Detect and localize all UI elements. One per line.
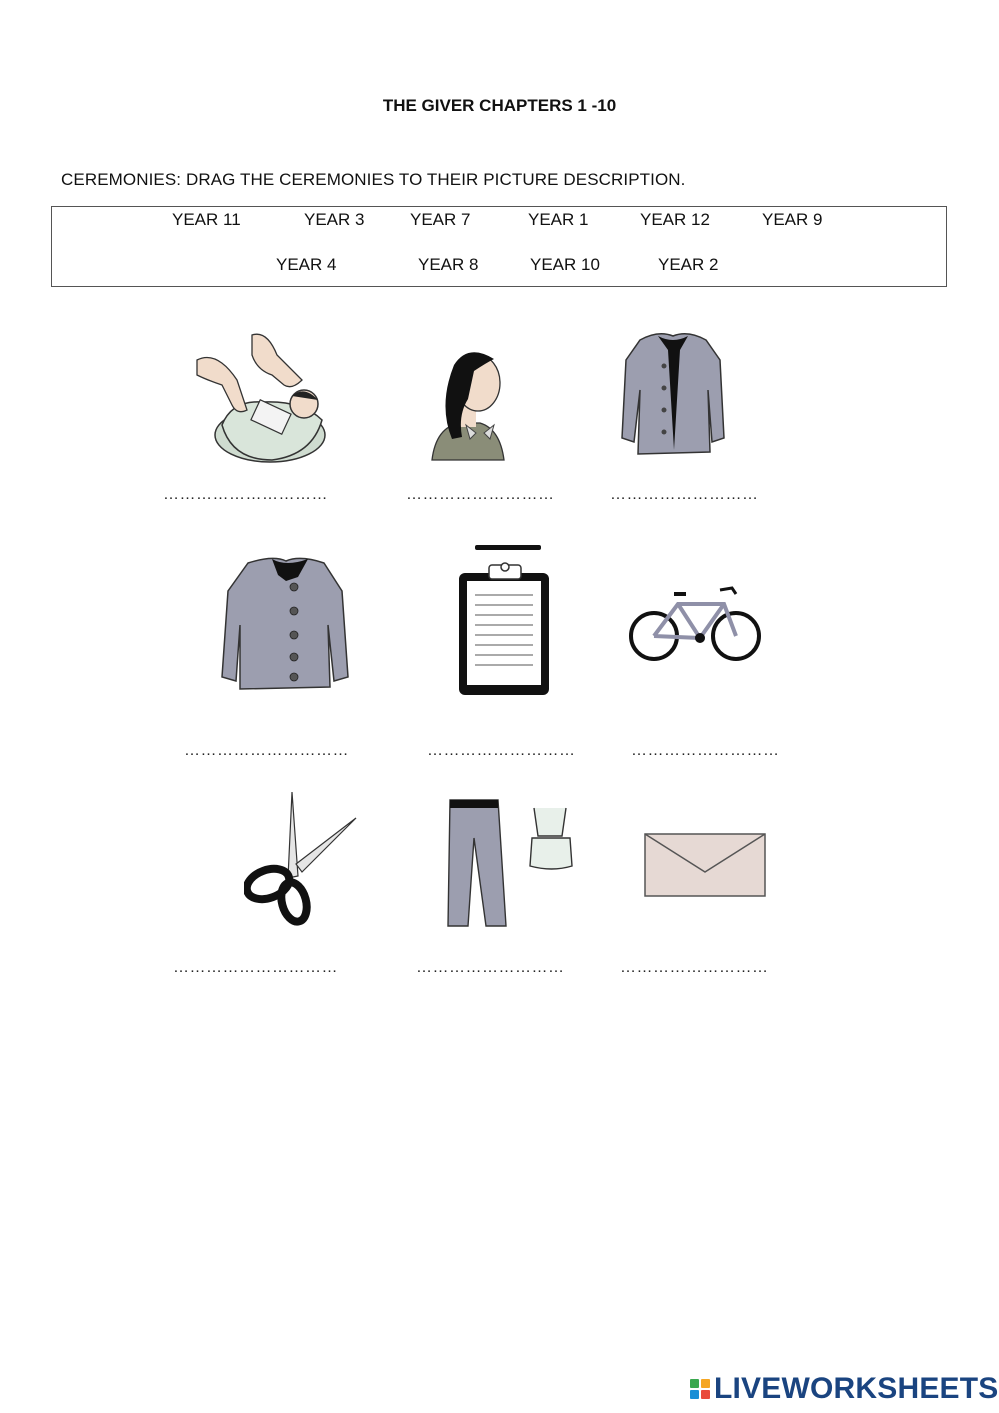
bicycle-icon	[628, 580, 764, 666]
word-chip[interactable]: YEAR 7	[410, 210, 471, 229]
word-chip[interactable]: YEAR 9	[762, 210, 823, 229]
logo-block	[690, 1379, 699, 1388]
answer-blank[interactable]: ………………………	[427, 742, 576, 759]
answer-blank[interactable]: …………………………	[163, 486, 328, 503]
answer-blank[interactable]: …………………………	[173, 959, 338, 976]
logo-block	[701, 1379, 710, 1388]
answer-blank[interactable]: ………………………	[620, 959, 769, 976]
liveworksheets-logo	[690, 1371, 999, 1407]
jacket-with-pockets-icon	[218, 555, 353, 693]
logo-block	[701, 1390, 710, 1399]
clipboard-icon	[455, 543, 555, 698]
worksheet-title: THE GIVER CHAPTERS 1 -10	[382, 96, 617, 115]
word-chip[interactable]: YEAR 8	[418, 255, 479, 274]
answer-blank[interactable]: ………………………	[631, 742, 780, 759]
logo-block	[690, 1390, 699, 1399]
answer-blank[interactable]: …………………………	[184, 742, 349, 759]
envelope-icon	[643, 832, 767, 898]
trousers-and-undergarment-icon	[444, 798, 580, 930]
answer-blank[interactable]: ………………………	[416, 959, 565, 976]
word-chip[interactable]: YEAR 3	[304, 210, 365, 229]
word-chip[interactable]: YEAR 12	[640, 210, 710, 229]
answer-blank[interactable]: ………………………	[406, 486, 555, 503]
logo-blocks-icon	[690, 1379, 710, 1399]
word-chip[interactable]: YEAR 4	[276, 255, 337, 274]
front-buttoned-jacket-icon	[618, 330, 728, 460]
word-bank	[51, 206, 947, 287]
answer-blank[interactable]: ………………………	[610, 486, 759, 503]
word-chip[interactable]: YEAR 11	[172, 210, 241, 229]
word-chip[interactable]: YEAR 2	[658, 255, 719, 274]
word-chip[interactable]: YEAR 10	[530, 255, 600, 274]
scissors-icon	[244, 790, 362, 928]
instructions-text: CEREMONIES: DRAG THE CEREMONIES TO THEIR PICTURE DESCRIPTION.	[61, 170, 686, 189]
baby-naming-icon	[192, 330, 337, 468]
girl-hair-ribbon-icon	[428, 345, 508, 463]
word-chip[interactable]: YEAR 1	[528, 210, 589, 229]
logo-text: LIVEWORKSHEETS	[714, 1372, 999, 1405]
